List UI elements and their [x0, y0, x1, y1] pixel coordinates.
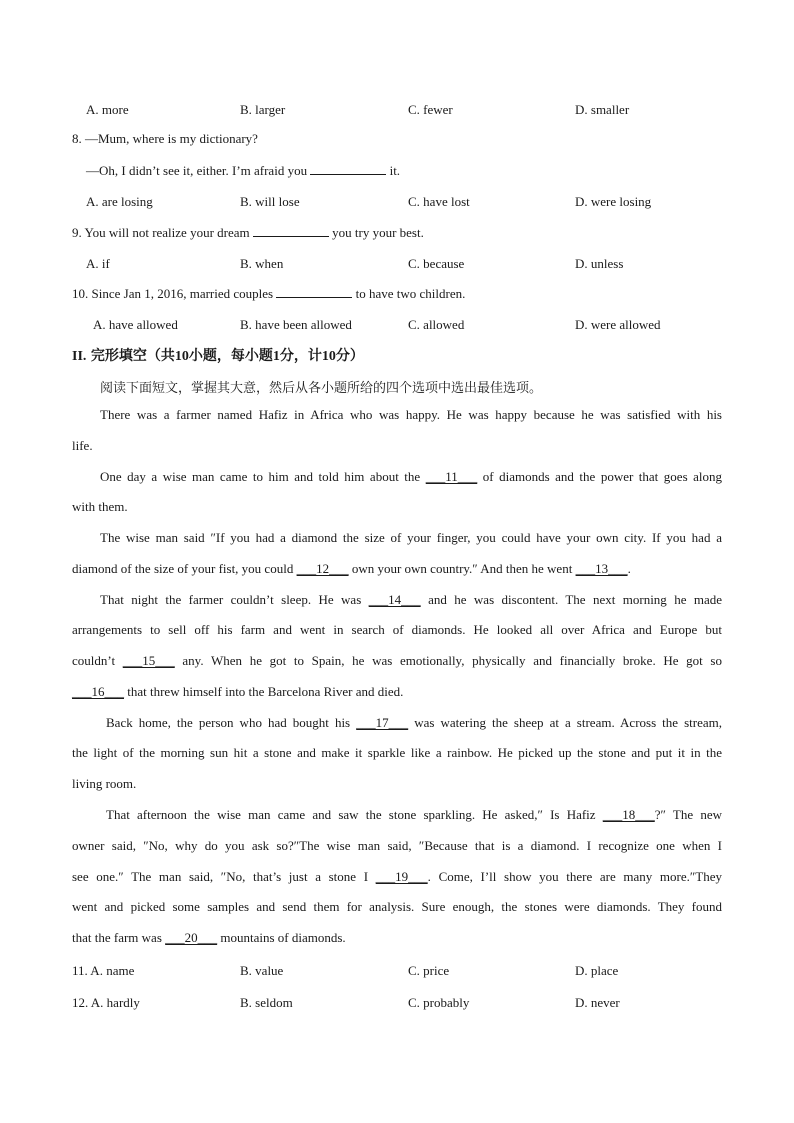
q10-options — [0, 315, 794, 335]
passage-text: see one.″ The man said, ″No, that’s just a stone I — [72, 869, 369, 884]
passage-text: One day a wise man came to him and told him about the — [100, 469, 421, 484]
q8-option-d: D. were losing — [575, 194, 652, 209]
q10-before: 10. Since Jan 1, 2016, married couples — [72, 286, 274, 301]
passage-text: That night the farmer couldn’t sleep. He was — [100, 592, 362, 607]
passage-p6-line3 — [72, 869, 722, 885]
section-numeral: II. — [72, 349, 87, 364]
q7-option-a: A. more — [86, 102, 129, 117]
passage-p4-line4 — [72, 684, 403, 700]
blank-15: ___15___ — [122, 653, 175, 668]
passage-text: That afternoon the wise man came and saw the stone sparkling. He asked,″ Is Hafiz — [106, 807, 596, 822]
q12-option-b: B. seldom — [240, 995, 293, 1010]
q12-option-d: D. never — [575, 995, 620, 1010]
passage-p6-line1 — [106, 807, 722, 823]
q8-options — [0, 192, 794, 212]
q12-option-a: 12. A. hardly — [72, 995, 140, 1010]
q12-option-c: C. probably — [408, 995, 470, 1010]
passage-text: couldn’t — [72, 653, 116, 668]
q8-reply — [86, 161, 400, 179]
passage-text: any. When he got to Spain, he was emotionally, physically and financially broke. He got so — [182, 653, 722, 668]
passage-text: mountains of diamonds. — [220, 930, 346, 945]
passage-p2-line2: with them. — [72, 499, 128, 514]
q10-stem — [72, 284, 465, 302]
q9-after: you try your best. — [332, 225, 424, 240]
passage-text: Back home, the person who had bought his — [106, 715, 351, 730]
passage-p1-line1: There was a farmer named Hafiz in Africa who was happy. He was happy because he was satisfied with his — [100, 407, 722, 422]
blank-19: ___19___ — [375, 869, 428, 884]
passage-p5-line1 — [106, 715, 722, 731]
q8-reply-before: —Oh, I didn’t see it, either. I’m afraid you — [86, 163, 308, 178]
blank-13: ___13___ — [575, 561, 628, 576]
blank-18: ___18___ — [602, 807, 655, 822]
passage-p4-line2: arrangements to sell off his farm and went in search of diamonds. He looked all over Africa and Europe but — [72, 622, 722, 637]
q7-options — [0, 100, 794, 120]
passage-p3-line1: The wise man said ″If you had a diamond the size of your finger, you could have your own city. If you had a — [100, 530, 722, 545]
blank-12: ___12___ — [296, 561, 349, 576]
q10-option-c: C. allowed — [408, 317, 465, 332]
q8-option-b: B. will lose — [240, 194, 300, 209]
q9-blank — [253, 223, 329, 237]
blank-17: ___17___ — [356, 715, 409, 730]
blank-14: ___14___ — [368, 592, 421, 607]
passage-p3-line2 — [72, 561, 631, 577]
q11-option-d: D. place — [575, 963, 619, 978]
q8-blank — [310, 161, 386, 175]
passage-text: that the farm was — [72, 930, 162, 945]
passage-p1-line2: life. — [72, 438, 93, 453]
q9-options — [0, 254, 794, 274]
passage-p6-line2: owner said, ″No, why do you ask so?″The wise man said, ″Because that is a diamond. I recognize one when I — [72, 838, 722, 853]
q9-before: 9. You will not realize your dream — [72, 225, 250, 240]
q12-options — [0, 993, 794, 1013]
passage-p2-line1 — [100, 469, 722, 485]
q10-blank — [276, 284, 352, 298]
q11-option-b: B. value — [240, 963, 284, 978]
q8-option-c: C. have lost — [408, 194, 470, 209]
blank-16: ___16___ — [72, 684, 124, 699]
q7-option-d: D. smaller — [575, 102, 630, 117]
passage-text: . Come, I’ll show you there are many more.″They — [427, 869, 722, 884]
passage-p5-line3: living room. — [72, 776, 137, 791]
q10-option-a: A. have allowed — [93, 317, 178, 332]
passage-text: diamond of the size of your fist, you could — [72, 561, 294, 576]
passage-p6-line4: went and picked some samples and send them for analysis. Sure enough, the stones were diamonds. They found — [72, 899, 722, 914]
passage-text: of diamonds and the power that goes along — [482, 469, 723, 484]
q11-option-a: 11. A. name — [72, 963, 135, 978]
q9-stem — [72, 223, 424, 241]
q11-options — [0, 961, 794, 981]
q8-reply-after: it. — [389, 163, 401, 178]
passage-text: was watering the sheep at a stream. Across the stream, — [414, 715, 723, 730]
q11-option-c: C. price — [408, 963, 450, 978]
passage-text: ?″ The new — [654, 807, 722, 822]
section-heading — [72, 345, 364, 365]
passage-p6-line5 — [72, 930, 346, 946]
q9-option-d: D. unless — [575, 256, 624, 271]
q8-stem: 8. —Mum, where is my dictionary? — [72, 131, 258, 146]
passage-p4-line1 — [100, 592, 722, 608]
passage-text: own your own country.″ And then he went — [351, 561, 573, 576]
passage-text: that threw himself into the Barcelona River and died. — [127, 684, 404, 699]
q10-after: to have two children. — [355, 286, 466, 301]
blank-11: ___11___ — [425, 469, 478, 484]
section-title: 完形填空（共10小题，每小题1分，计10分） — [90, 349, 364, 364]
q9-option-b: B. when — [240, 256, 284, 271]
passage-text: . — [627, 561, 631, 576]
q10-option-d: D. were allowed — [575, 317, 661, 332]
passage-p5-line2: the light of the morning sun hit a stone and make it sparkle like a rainbow. He picked up the stone and put it in the — [72, 745, 722, 760]
q8-option-a: A. are losing — [86, 194, 153, 209]
passage-p4-line3 — [72, 653, 722, 669]
q10-option-b: B. have been allowed — [240, 317, 352, 332]
q7-option-b: B. larger — [240, 102, 286, 117]
q7-option-c: C. fewer — [408, 102, 453, 117]
section-instruction: 阅读下面短文，掌握其大意，然后从各小题所给的四个选项中选出最佳选项。 — [100, 381, 543, 396]
q9-option-c: C. because — [408, 256, 465, 271]
passage-text: and he was discontent. The next morning he made — [428, 592, 723, 607]
q9-option-a: A. if — [86, 256, 110, 271]
blank-20: ___20___ — [165, 930, 218, 945]
